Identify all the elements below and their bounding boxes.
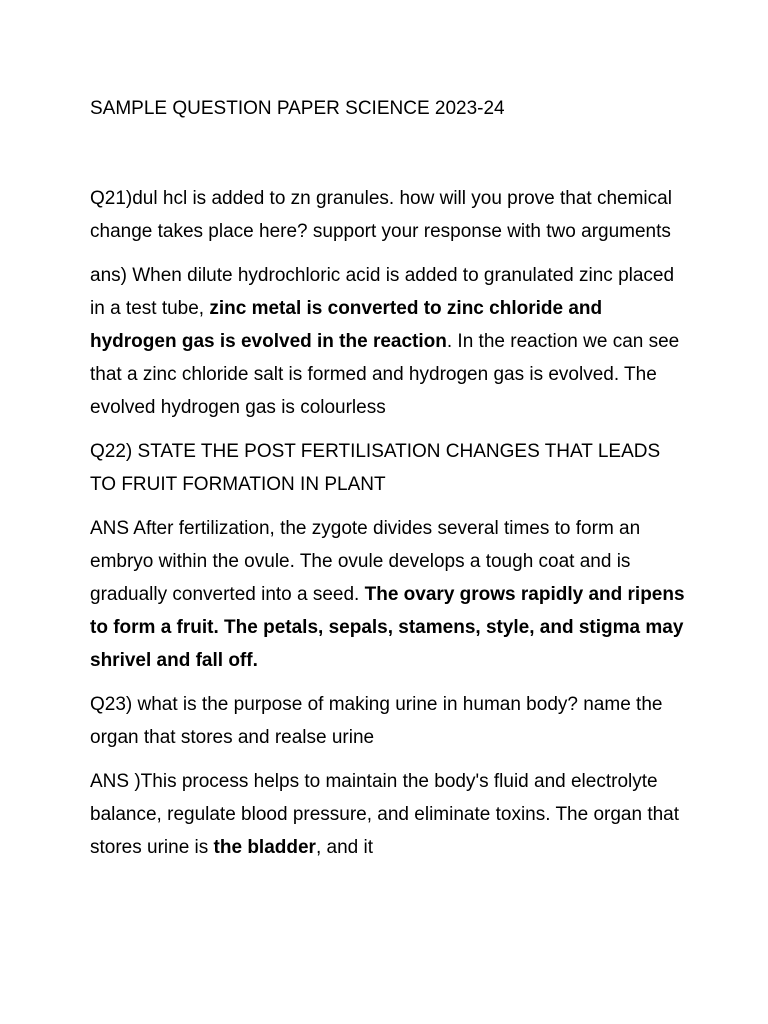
answer-22-bold: The ovary grows rapidly and ripens to form a fruit. The petals, sepals, stamens, style, and stigma may shrivel and fall off. bbox=[90, 584, 685, 671]
document-content bbox=[90, 92, 690, 864]
question-22: Q22) STATE THE POST FERTILISATION CHANGES THAT LEADS TO FRUIT FORMATION IN PLANT bbox=[90, 441, 661, 495]
answer-23 bbox=[90, 765, 690, 864]
question-23: Q23) what is the purpose of making urine in human body? name the organ that stores and realse urine bbox=[90, 694, 663, 748]
spacer bbox=[90, 677, 690, 688]
answer-22 bbox=[90, 512, 690, 677]
spacer bbox=[90, 424, 690, 435]
answer-21-text-end: . In the reaction we can see that a zinc chloride salt is formed and hydrogen gas is evolved. The evolved hydrogen gas is colourless bbox=[90, 331, 680, 418]
answer-21-bold: zinc metal is converted to zinc chloride and hydrogen gas is evolved in the reaction bbox=[90, 298, 603, 352]
answer-21 bbox=[90, 259, 690, 424]
spacer bbox=[90, 501, 690, 512]
answer-23-bold: the bladder bbox=[213, 837, 316, 858]
spacer bbox=[90, 754, 690, 765]
document-title: SAMPLE QUESTION PAPER SCIENCE 2023-24 bbox=[90, 98, 505, 119]
spacer bbox=[90, 125, 690, 182]
spacer bbox=[90, 248, 690, 259]
question-21: Q21)dul hcl is added to zn granules. how will you prove that chemical change takes place here? support your response with two arguments bbox=[90, 188, 672, 242]
answer-23-text-end: , and it bbox=[315, 837, 373, 858]
answer-21-text: ans) When dilute hydrochloric acid is added to granulated zinc placed in a test tube, bbox=[90, 265, 675, 319]
answer-23-text: ANS )This process helps to maintain the body's fluid and electrolyte balance, regulate blood pressure, and eliminate toxins. The organ that stores urine is bbox=[90, 771, 680, 858]
answer-22-text: ANS After fertilization, the zygote divides several times to form an embryo within the ovule. The ovule develops a tough coat and is gradually converted into a seed. bbox=[90, 518, 641, 605]
